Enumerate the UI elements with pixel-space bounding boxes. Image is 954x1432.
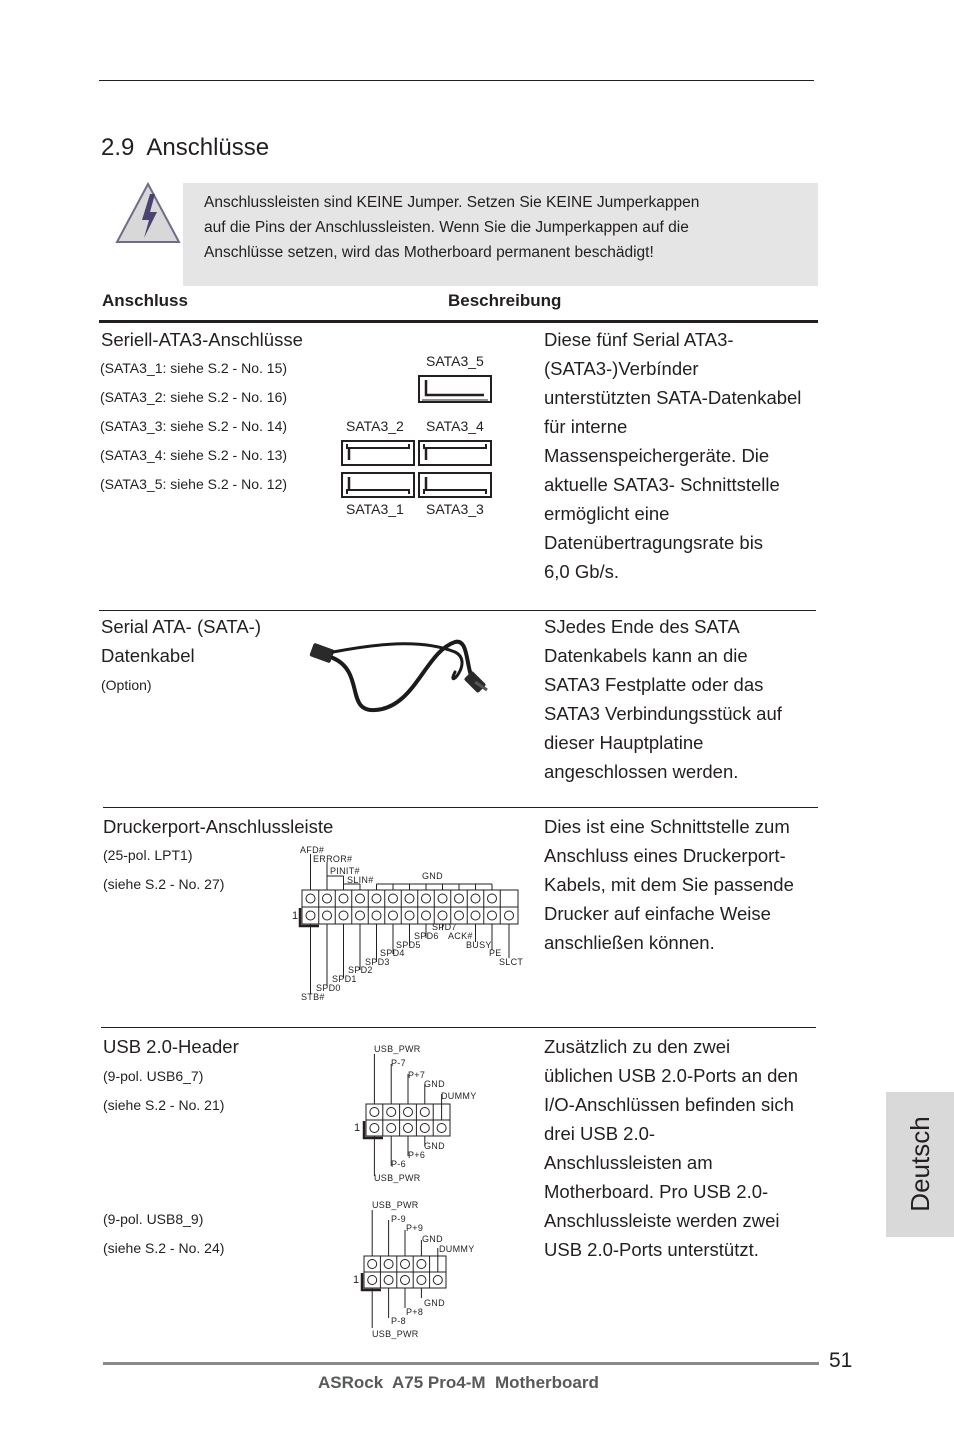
desc-line: Diese fünf Serial ATA3- [544,329,734,350]
desc-line: I/O-Anschlüssen befinden sich [544,1094,794,1115]
usb89-gnd-top: GND [422,1234,443,1244]
usb67-gnd-bottom: GND [424,1141,445,1151]
sata3-2-label: SATA3_2 [346,418,404,434]
sata-item-1: (SATA3_1: siehe S.2 - No. 15) [100,360,288,376]
section-title: 2.9 Anschlüsse [101,134,270,161]
desc-line: Kabels, mit dem Sie passende [544,874,794,895]
divider-2 [103,807,818,808]
warning-line-1: Anschlussleisten sind KEINE Jumper. Setzen Sie KEINE Jumperkappen [204,194,700,211]
usb67-sub-2: (siehe S.2 - No. 21) [103,1097,225,1113]
usb67-usb-pwr-top: USB_PWR [374,1044,421,1054]
warning-icon-container [113,180,183,248]
desc-line: für interne [544,416,628,437]
lpt-header-diagram [290,842,530,1002]
lpt-busy: BUSY [466,940,492,950]
sata-item-3: (SATA3_3: siehe S.2 - No. 14) [100,418,288,434]
desc-line: Datenübertragungsrate bis [544,532,764,553]
usb89-p-minus: P-9 [391,1214,406,1224]
usb67-p-minus: P-7 [391,1058,406,1068]
usb67-p-minus-b: P-6 [391,1159,406,1169]
header-anschluss: Anschluss [102,291,188,310]
desc-line: anschließen können. [544,932,715,953]
lpt-pin-one: 1 [292,910,299,922]
usb-title: USB 2.0-Header [103,1036,239,1057]
lpt-spd3: SPD3 [365,957,390,967]
desc-line: USB 2.0-Ports unterstützt. [544,1239,759,1260]
sata-title: Seriell-ATA3-Anschlüsse [101,329,303,350]
usb89-pin-one: 1 [353,1274,360,1286]
usb67-pin-grid [350,1042,490,1188]
desc-line: Anschlussleisten am [544,1152,713,1173]
usb89-header-diagram [350,1198,490,1344]
usb67-header-diagram [350,1042,490,1188]
desc-line: Datenkabels kann an die [544,645,748,666]
usb89-p-plus: P+9 [406,1223,424,1233]
desc-line: unterstützten SATA-Datenkabel [544,387,802,408]
divider-1 [99,610,816,611]
lpt-afd: AFD# [300,845,325,855]
desc-line: 6,0 Gb/s. [544,561,620,582]
warning-line-3: Anschlüsse setzen, wird das Motherboard permanent beschädigt! [204,244,654,261]
desc-line: dieser Hauptplatine [544,732,704,753]
usb89-pin-grid [350,1198,490,1344]
top-rule [99,80,814,81]
lpt-stb: STB# [301,992,325,1002]
usb89-gnd-bottom: GND [424,1298,445,1308]
header-rule [99,320,818,323]
lpt-sub-2: (siehe S.2 - No. 27) [103,876,225,892]
desc-line: Drucker auf einfache Weise [544,903,771,924]
lpt-spd0: SPD0 [316,983,341,993]
lpt-spd4: SPD4 [380,948,405,958]
usb67-p-plus-b: P+6 [408,1150,426,1160]
usb67-dummy: DUMMY [441,1091,477,1101]
desc-line: SATA3 Verbindungsstück auf [544,703,782,724]
desc-line: Motherboard. Pro USB 2.0- [544,1181,769,1202]
sata3-4-port [418,440,492,466]
usb67-sub-1: (9-pol. USB6_7) [103,1068,204,1084]
lpt-slct: SLCT [499,957,524,967]
cable-option: (Option) [101,677,152,693]
sata-item-2: (SATA3_2: siehe S.2 - No. 16) [100,389,288,405]
lpt-spd2: SPD2 [348,965,373,975]
footer-product: ASRock A75 Pro4-M Motherboard [318,1373,599,1392]
lightning-warning-icon [113,180,183,248]
lpt-spd1: SPD1 [332,974,357,984]
page-number: 51 [829,1349,853,1372]
sata3-5-port [418,375,492,403]
usb-description [544,1032,816,1264]
desc-line: drei USB 2.0- [544,1123,656,1144]
sata-item-4: (SATA3_4: siehe S.2 - No. 13) [100,447,288,463]
desc-line: aktuelle SATA3- Schnittstelle [544,474,780,495]
desc-line: angeschlossen werden. [544,761,739,782]
lpt-pe: PE [489,948,502,958]
sata3-3-port [418,472,492,498]
sata3-3-label: SATA3_3 [426,501,484,517]
sata-item-5: (SATA3_5: siehe S.2 - No. 12) [100,476,288,492]
sata3-2-port [341,440,415,466]
lpt-pinit: PINIT# [330,866,360,876]
lpt-spd7: SPD7 [432,922,457,932]
sata-cable-image [305,632,490,714]
sata3-5-label: SATA3_5 [426,353,484,369]
sata3-1-label: SATA3_1 [346,501,404,517]
desc-line: Zusätzlich zu den zwei [544,1036,731,1057]
usb89-usb-pwr-bottom: USB_PWR [372,1329,419,1339]
desc-line: Anschlussleiste werden zwei [544,1210,780,1231]
sata-description [544,325,816,586]
cable-title-2: Datenkabel [101,645,195,666]
desc-line: Massenspeichergeräte. Die [544,445,770,466]
desc-line: Anschluss eines Druckerport- [544,845,786,866]
lpt-title: Druckerport-Anschlussleiste [103,816,334,837]
desc-line: Dies ist eine Schnittstelle zum [544,816,790,837]
sata3-1-port [341,472,415,498]
usb67-p-plus: P+7 [408,1070,426,1080]
lpt-sub-1: (25-pol. LPT1) [103,847,193,863]
lpt-spd5: SPD5 [396,940,421,950]
desc-line: SATA3 Festplatte oder das [544,674,764,695]
usb89-sub-1: (9-pol. USB8_9) [103,1211,204,1227]
cable-description [544,612,816,786]
usb89-p-plus-b: P+8 [406,1307,424,1317]
sata3-4-label: SATA3_4 [426,418,484,434]
lpt-ack: ACK# [448,931,473,941]
usb89-dummy: DUMMY [439,1244,475,1254]
divider-3 [101,1027,816,1028]
lpt-spd6: SPD6 [414,931,439,941]
usb67-gnd-top: GND [424,1079,445,1089]
usb89-p-minus-b: P-8 [391,1316,406,1326]
lpt-slin: SLIN# [347,875,374,885]
desc-line: (SATA3-)Verbínder [544,358,699,379]
lpt-description [544,812,816,957]
cable-title-1: Serial ATA- (SATA-) [101,616,262,637]
usb89-usb-pwr-top: USB_PWR [372,1200,419,1210]
header-beschreibung: Beschreibung [448,291,562,310]
side-tab-text-wrap [902,1090,938,1238]
usb89-sub-2: (siehe S.2 - No. 24) [103,1240,225,1256]
lpt-gnd: GND [422,871,443,881]
desc-line: üblichen USB 2.0-Ports an den [544,1065,799,1086]
desc-line: ermöglicht eine [544,503,670,524]
lpt-pin-grid [290,842,530,1002]
warning-line-2: auf die Pins der Anschlussleisten. Wenn Sie die Jumperkappen auf die [204,219,689,236]
side-tab-text: Deutsch [905,1116,935,1212]
usb67-usb-pwr-bottom: USB_PWR [374,1173,421,1183]
footer-rule [103,1362,819,1365]
lpt-error: ERROR# [313,854,353,864]
desc-line: SJedes Ende des SATA [544,616,740,637]
usb67-pin-one: 1 [354,1122,361,1134]
